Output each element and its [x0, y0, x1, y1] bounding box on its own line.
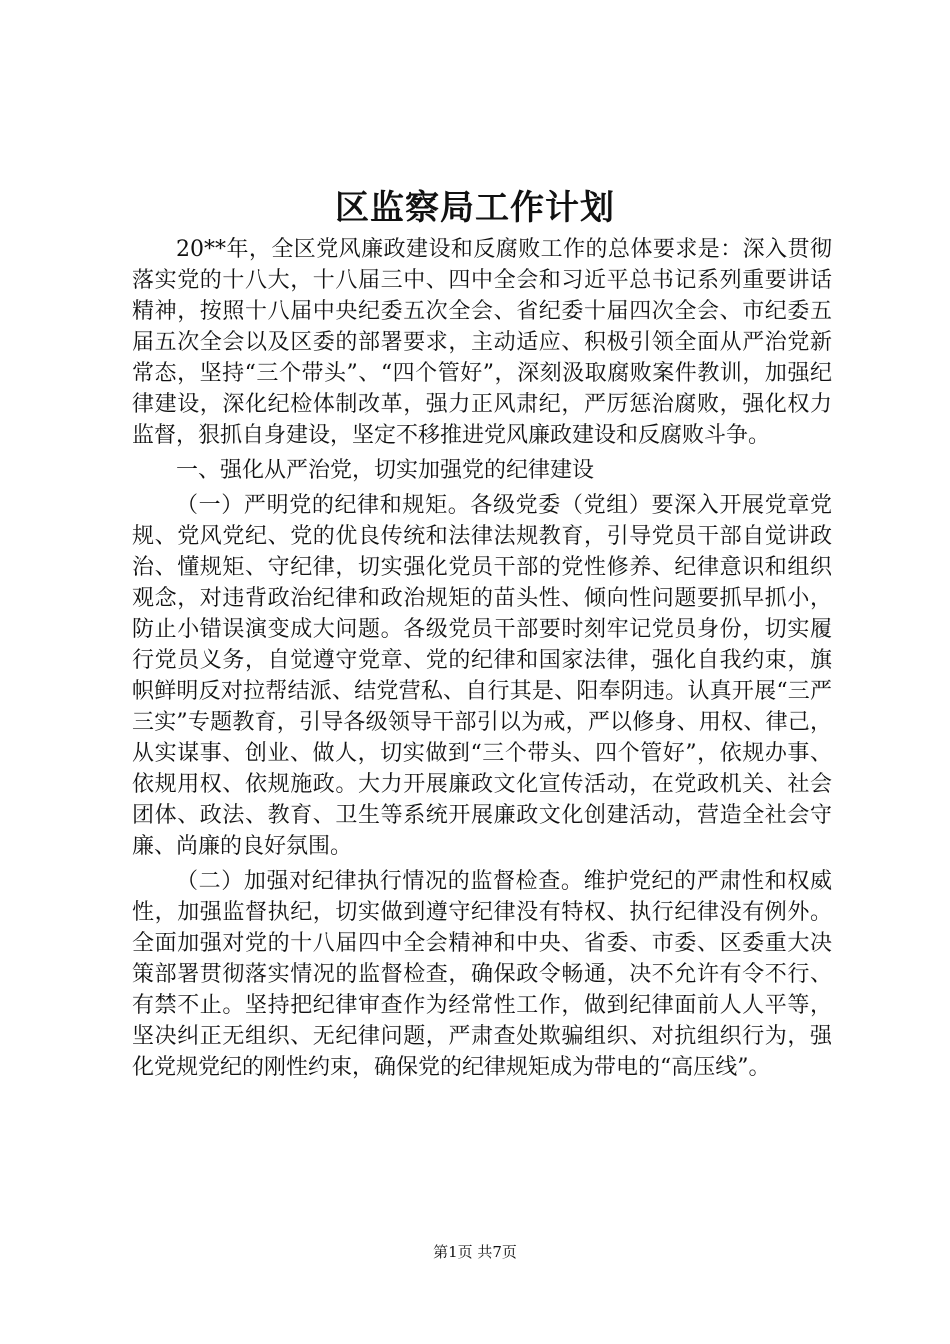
intro-paragraph: 20**年，全区党风廉政建设和反腐败工作的总体要求是：深入贯彻落实党的十八大，十八届三中、四中全会和习近平总书记系列重要讲话精神，按照十八届中央纪委五次全会、省纪委十届四次全会、市纪委五届五次全会以及区委的部署要求，主动适应、积极引领全面从严治党新常态，坚持“三个带头”、“四个管好”，深刻汲取腐败案件教训，加强纪律建设，深化纪检体制改革，强力正风肃纪，严厉惩治腐败，强化权力监督，狠抓自身建设，坚定不移推进党风廉政建设和反腐败斗争。 — [132, 237, 832, 448]
subsection-paragraph-1: （一）严明党的纪律和规矩。各级党委（党组）要深入开展党章党规、党风党纪、党的优良传统和法律法规教育，引导党员干部自觉讲政治、懂规矩、守纪律，切实强化党员干部的党性修养、纪律意识和组织观念，对违背政治纪律和政治规矩的苗头性、倾向性问题要抓早抓小，防止小错误演变成大问题。各级党员干部要时刻牢记党员身份，切实履行党员义务，自觉遵守党章、党的纪律和国家法律，强化自我约束，旗帜鲜明反对拉帮结派、结党营私、自行其是、阳奉阴违。认真开展“三严三实”专题教育，引导各级领导干部引以为戒，严以修身、用权、律己，从实谋事、创业、做人，切实做到“三个带头、四个管好”，依规办事、依规用权、依规施政。大力开展廉政文化宣传活动，在党政机关、社会团体、政法、教育、卫生等系统开展廉政文化创建活动，营造全社会守廉、尚廉的良好氛围。 — [132, 493, 832, 859]
document-title: 区监察局工作计划 — [335, 188, 615, 228]
subsection-paragraph-2: （二）加强对纪律执行情况的监督检查。维护党纪的严肃性和权威性，加强监督执纪，切实做到遵守纪律没有特权、执行纪律没有例外。全面加强对党的十八届四中全会精神和中央、省委、市委、区委重大决策部署贯彻落实情况的监督检查，确保政令畅通，决不允许有令不行、有禁不止。坚持把纪律审查作为经常性工作，做到纪律面前人人平等，坚决纠正无组织、无纪律问题，严肃查处欺骗组织、对抗组织行为，强化党规党纪的刚性约束，确保党的纪律规矩成为带电的“高压线”。 — [132, 869, 832, 1080]
section-heading-1: 一、强化从严治党，切实加强党的纪律建设 — [176, 458, 595, 483]
page-footer: 第1页 共7页 — [433, 1243, 517, 1261]
document-body — [132, 234, 832, 1087]
